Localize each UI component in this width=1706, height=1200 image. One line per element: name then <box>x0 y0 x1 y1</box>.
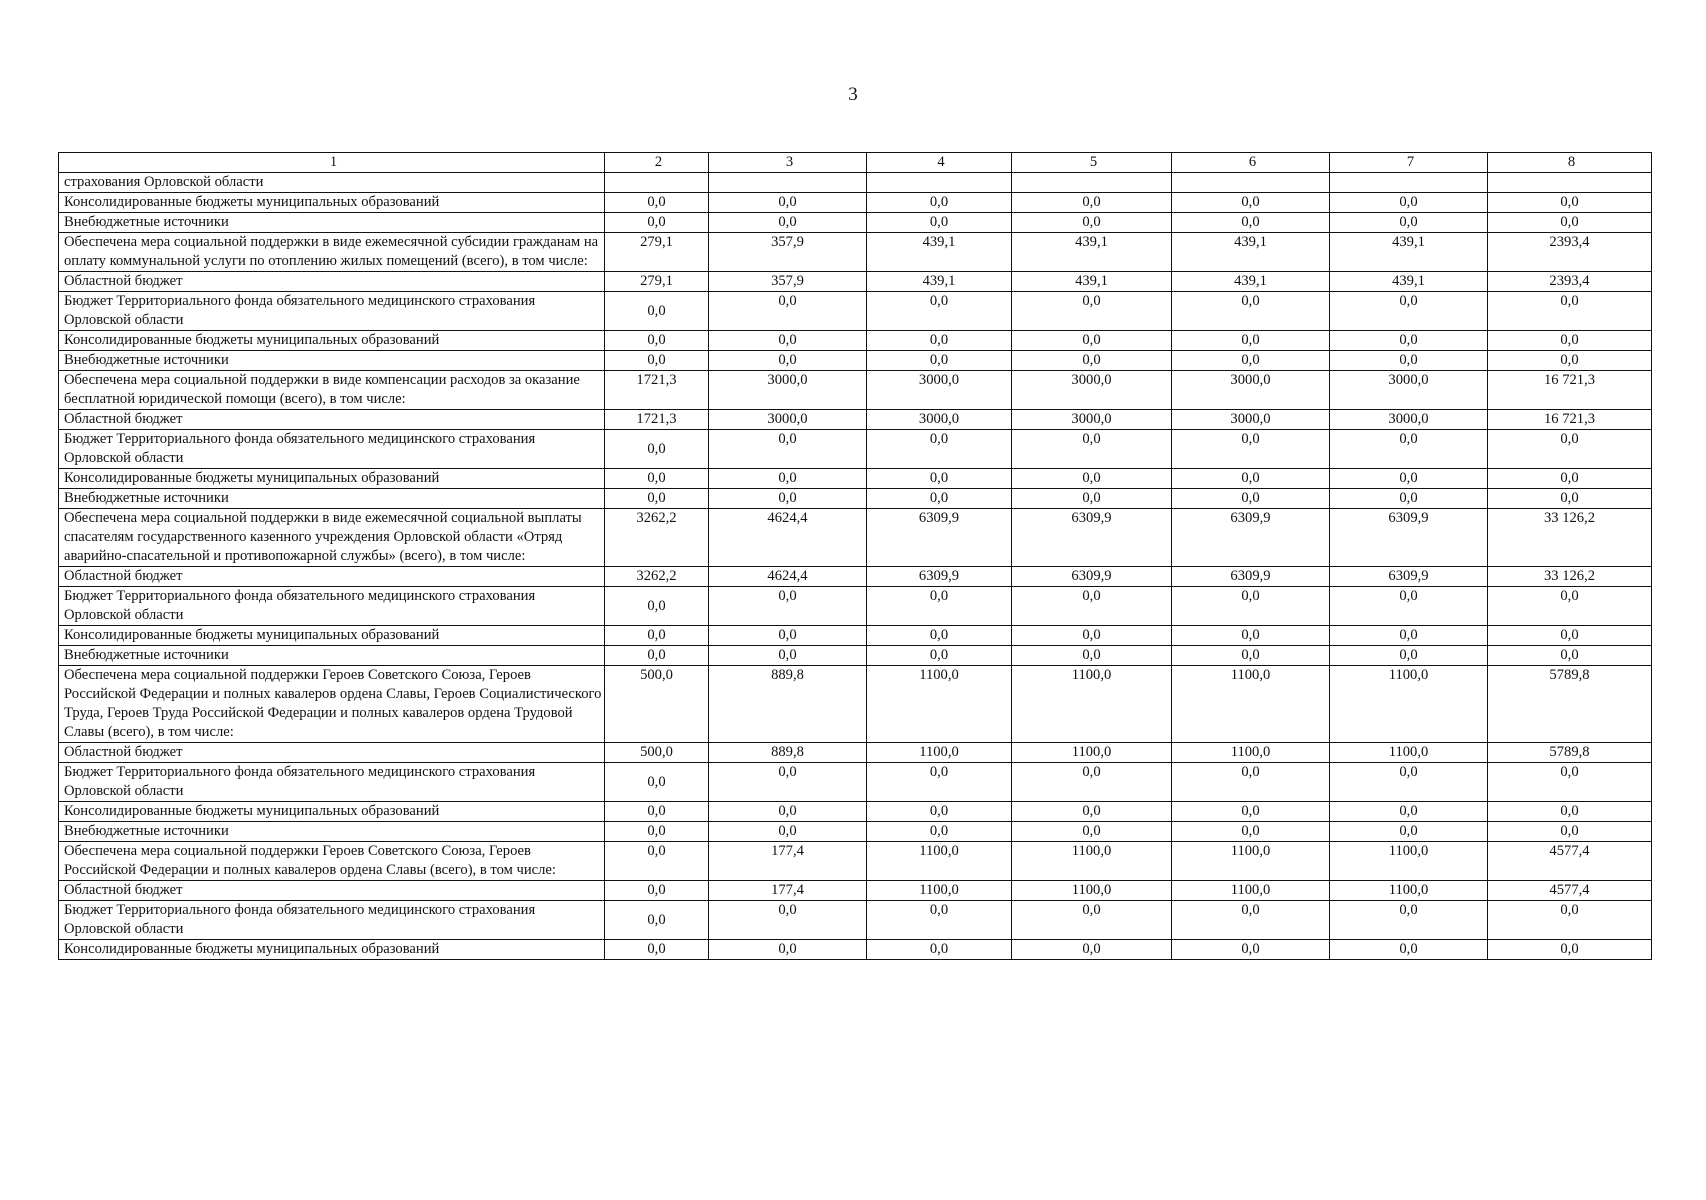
table-row <box>59 940 1652 960</box>
value-cell-col-2: 3262,2 <box>605 509 709 567</box>
value-cell-col-8: 16 721,3 <box>1488 371 1652 410</box>
value-cell-col-7: 0,0 <box>1330 940 1488 960</box>
value-cell-col-6: 3000,0 <box>1172 371 1330 410</box>
value-cell-col-8: 0,0 <box>1488 193 1652 213</box>
table-row <box>59 193 1652 213</box>
value-cell-col-3: 3000,0 <box>709 371 867 410</box>
value-cell-col-7: 0,0 <box>1330 193 1488 213</box>
row-label: Внебюджетные источники <box>59 351 605 371</box>
row-label: Консолидированные бюджеты муниципальных образований <box>59 626 605 646</box>
value-cell-col-8: 0,0 <box>1488 646 1652 666</box>
column-number-6: 6 <box>1172 153 1330 173</box>
value-cell-col-5: 0,0 <box>1012 940 1172 960</box>
value-cell-col-4: 439,1 <box>867 272 1012 292</box>
value-cell-col-4: 0,0 <box>867 469 1012 489</box>
value-cell-col-8: 0,0 <box>1488 626 1652 646</box>
row-label: Областной бюджет <box>59 743 605 763</box>
value-cell-col-8: 0,0 <box>1488 469 1652 489</box>
table-row <box>59 842 1652 881</box>
value-cell-col-2: 0,0 <box>605 940 709 960</box>
value-cell-col-8: 5789,8 <box>1488 666 1652 743</box>
value-cell-col-6: 6309,9 <box>1172 567 1330 587</box>
value-cell-col-2: 0,0 <box>605 587 709 626</box>
value-cell-col-6: 0,0 <box>1172 193 1330 213</box>
value-cell-col-4: 0,0 <box>867 292 1012 331</box>
value-cell-col-4: 0,0 <box>867 763 1012 802</box>
value-cell-col-7: 0,0 <box>1330 626 1488 646</box>
value-cell-col-3: 0,0 <box>709 802 867 822</box>
header-row <box>59 153 1652 173</box>
value-cell-col-6: 439,1 <box>1172 233 1330 272</box>
value-cell-col-4: 0,0 <box>867 430 1012 469</box>
value-cell-col-4: 6309,9 <box>867 509 1012 567</box>
row-label: страхования Орловской области <box>59 173 605 193</box>
table-row <box>59 233 1652 272</box>
table-body <box>59 173 1652 960</box>
value-cell-col-3: 0,0 <box>709 626 867 646</box>
table-row <box>59 901 1652 940</box>
value-cell-col-3: 177,4 <box>709 881 867 901</box>
value-cell-col-6: 0,0 <box>1172 802 1330 822</box>
value-cell-col-7: 0,0 <box>1330 430 1488 469</box>
value-cell-col-6: 0,0 <box>1172 646 1330 666</box>
value-cell-col-3: 357,9 <box>709 233 867 272</box>
value-cell-col-5: 0,0 <box>1012 213 1172 233</box>
value-cell-col-2: 0,0 <box>605 881 709 901</box>
value-cell-col-5: 439,1 <box>1012 272 1172 292</box>
value-cell-col-5: 0,0 <box>1012 587 1172 626</box>
value-cell-col-7: 0,0 <box>1330 489 1488 509</box>
value-cell-col-8: 33 126,2 <box>1488 567 1652 587</box>
value-cell-col-4: 0,0 <box>867 802 1012 822</box>
value-cell-col-8: 0,0 <box>1488 763 1652 802</box>
row-label: Консолидированные бюджеты муниципальных образований <box>59 469 605 489</box>
value-cell-col-6: 0,0 <box>1172 489 1330 509</box>
value-cell-col-2: 279,1 <box>605 233 709 272</box>
value-cell-col-7: 1100,0 <box>1330 743 1488 763</box>
value-cell-col-2: 0,0 <box>605 351 709 371</box>
table-row <box>59 509 1652 567</box>
value-cell-col-5: 1100,0 <box>1012 666 1172 743</box>
value-cell-col-3: 0,0 <box>709 940 867 960</box>
value-cell-col-6: 439,1 <box>1172 272 1330 292</box>
value-cell-col-3: 0,0 <box>709 763 867 802</box>
value-cell-col-5: 0,0 <box>1012 802 1172 822</box>
value-cell-col-4: 3000,0 <box>867 371 1012 410</box>
value-cell-col-8: 0,0 <box>1488 587 1652 626</box>
table-row <box>59 489 1652 509</box>
value-cell-col-7: 0,0 <box>1330 331 1488 351</box>
value-cell-col-4: 0,0 <box>867 940 1012 960</box>
table-row <box>59 213 1652 233</box>
value-cell-col-2: 279,1 <box>605 272 709 292</box>
value-cell-col-7: 1100,0 <box>1330 881 1488 901</box>
value-cell-col-5: 0,0 <box>1012 489 1172 509</box>
value-cell-col-6: 0,0 <box>1172 822 1330 842</box>
table-row <box>59 802 1652 822</box>
value-cell-col-3: 4624,4 <box>709 509 867 567</box>
value-cell-col-6: 1100,0 <box>1172 666 1330 743</box>
table-row <box>59 646 1652 666</box>
table-row <box>59 881 1652 901</box>
value-cell-col-8: 0,0 <box>1488 940 1652 960</box>
value-cell-col-5: 0,0 <box>1012 331 1172 351</box>
value-cell-col-6: 0,0 <box>1172 763 1330 802</box>
value-cell-col-3: 0,0 <box>709 193 867 213</box>
value-cell-col-4: 1100,0 <box>867 842 1012 881</box>
table-row <box>59 371 1652 410</box>
value-cell-col-2: 0,0 <box>605 213 709 233</box>
value-cell-col-7: 0,0 <box>1330 351 1488 371</box>
column-number-4: 4 <box>867 153 1012 173</box>
value-cell-col-8: 2393,4 <box>1488 272 1652 292</box>
value-cell-col-3 <box>709 173 867 193</box>
value-cell-col-8: 16 721,3 <box>1488 410 1652 430</box>
value-cell-col-2: 0,0 <box>605 842 709 881</box>
value-cell-col-3: 0,0 <box>709 587 867 626</box>
value-cell-col-3: 0,0 <box>709 646 867 666</box>
page-number: 3 <box>848 84 858 105</box>
value-cell-col-2: 0,0 <box>605 822 709 842</box>
value-cell-col-6 <box>1172 173 1330 193</box>
table-row <box>59 666 1652 743</box>
value-cell-col-5: 3000,0 <box>1012 371 1172 410</box>
value-cell-col-4: 1100,0 <box>867 666 1012 743</box>
value-cell-col-7: 3000,0 <box>1330 410 1488 430</box>
value-cell-col-2: 0,0 <box>605 646 709 666</box>
row-label: Бюджет Территориального фонда обязательного медицинского страхования Орловской области <box>59 430 605 469</box>
table-row <box>59 173 1652 193</box>
value-cell-col-3: 0,0 <box>709 430 867 469</box>
table-row <box>59 567 1652 587</box>
table-row <box>59 587 1652 626</box>
value-cell-col-8: 0,0 <box>1488 822 1652 842</box>
row-label: Консолидированные бюджеты муниципальных образований <box>59 802 605 822</box>
value-cell-col-2: 0,0 <box>605 901 709 940</box>
value-cell-col-5: 0,0 <box>1012 193 1172 213</box>
value-cell-col-4: 0,0 <box>867 822 1012 842</box>
value-cell-col-7: 1100,0 <box>1330 666 1488 743</box>
value-cell-col-4: 0,0 <box>867 489 1012 509</box>
value-cell-col-2: 0,0 <box>605 626 709 646</box>
value-cell-col-8: 0,0 <box>1488 331 1652 351</box>
value-cell-col-5: 1100,0 <box>1012 881 1172 901</box>
row-label: Консолидированные бюджеты муниципальных образований <box>59 940 605 960</box>
value-cell-col-3: 0,0 <box>709 351 867 371</box>
value-cell-col-6: 1100,0 <box>1172 842 1330 881</box>
value-cell-col-8: 4577,4 <box>1488 881 1652 901</box>
value-cell-col-3: 177,4 <box>709 842 867 881</box>
row-label: Бюджет Территориального фонда обязательного медицинского страхования Орловской области <box>59 901 605 940</box>
value-cell-col-6: 0,0 <box>1172 351 1330 371</box>
row-label: Бюджет Территориального фонда обязательного медицинского страхования Орловской области <box>59 587 605 626</box>
value-cell-col-6: 0,0 <box>1172 626 1330 646</box>
value-cell-col-7: 0,0 <box>1330 587 1488 626</box>
row-label: Бюджет Территориального фонда обязательного медицинского страхования Орловской области <box>59 292 605 331</box>
value-cell-col-7: 0,0 <box>1330 469 1488 489</box>
value-cell-col-8: 0,0 <box>1488 351 1652 371</box>
value-cell-col-6: 0,0 <box>1172 587 1330 626</box>
value-cell-col-2: 500,0 <box>605 666 709 743</box>
row-label: Обеспечена мера социальной поддержки в виде ежемесячной субсидии гражданам на оплату коммунальной услуги по отоплению жилых помещений (всего), в том числе: <box>59 233 605 272</box>
value-cell-col-2: 3262,2 <box>605 567 709 587</box>
value-cell-col-3: 3000,0 <box>709 410 867 430</box>
table-row <box>59 763 1652 802</box>
value-cell-col-7: 0,0 <box>1330 213 1488 233</box>
value-cell-col-7: 439,1 <box>1330 233 1488 272</box>
table-row <box>59 430 1652 469</box>
value-cell-col-7: 0,0 <box>1330 901 1488 940</box>
value-cell-col-8: 0,0 <box>1488 213 1652 233</box>
table-row <box>59 822 1652 842</box>
value-cell-col-4: 1100,0 <box>867 743 1012 763</box>
value-cell-col-4: 0,0 <box>867 626 1012 646</box>
value-cell-col-6: 6309,9 <box>1172 509 1330 567</box>
value-cell-col-2: 1721,3 <box>605 371 709 410</box>
table-header <box>59 153 1652 173</box>
value-cell-col-3: 0,0 <box>709 901 867 940</box>
value-cell-col-8: 33 126,2 <box>1488 509 1652 567</box>
value-cell-col-6: 1100,0 <box>1172 743 1330 763</box>
value-cell-col-3: 889,8 <box>709 743 867 763</box>
value-cell-col-2: 0,0 <box>605 292 709 331</box>
column-number-8: 8 <box>1488 153 1652 173</box>
value-cell-col-7: 0,0 <box>1330 802 1488 822</box>
row-label: Обеспечена мера социальной поддержки Героев Советского Союза, Героев Российской Федерации и полных кавалеров ордена Славы, Героев Социалистического Труда, Героев Труда Российской Федерации и полных кавалеров ордена Трудовой Славы (всего), в том числе: <box>59 666 605 743</box>
value-cell-col-4: 439,1 <box>867 233 1012 272</box>
value-cell-col-8: 5789,8 <box>1488 743 1652 763</box>
value-cell-col-2: 0,0 <box>605 469 709 489</box>
value-cell-col-2: 1721,3 <box>605 410 709 430</box>
value-cell-col-7: 0,0 <box>1330 292 1488 331</box>
value-cell-col-7: 0,0 <box>1330 763 1488 802</box>
value-cell-col-8: 0,0 <box>1488 430 1652 469</box>
value-cell-col-8: 0,0 <box>1488 901 1652 940</box>
value-cell-col-5: 0,0 <box>1012 901 1172 940</box>
value-cell-col-4: 1100,0 <box>867 881 1012 901</box>
value-cell-col-5: 439,1 <box>1012 233 1172 272</box>
value-cell-col-6: 0,0 <box>1172 292 1330 331</box>
value-cell-col-6: 0,0 <box>1172 469 1330 489</box>
row-label: Обеспечена мера социальной поддержки в виде компенсации расходов за оказание бесплатной юридической помощи (всего), в том числе: <box>59 371 605 410</box>
value-cell-col-7: 0,0 <box>1330 822 1488 842</box>
row-label: Внебюджетные источники <box>59 646 605 666</box>
value-cell-col-3: 889,8 <box>709 666 867 743</box>
value-cell-col-4: 3000,0 <box>867 410 1012 430</box>
row-label: Областной бюджет <box>59 410 605 430</box>
value-cell-col-2: 500,0 <box>605 743 709 763</box>
value-cell-col-2: 0,0 <box>605 430 709 469</box>
row-label: Внебюджетные источники <box>59 489 605 509</box>
table-row <box>59 626 1652 646</box>
row-label: Областной бюджет <box>59 881 605 901</box>
value-cell-col-4: 0,0 <box>867 213 1012 233</box>
column-number-7: 7 <box>1330 153 1488 173</box>
value-cell-col-5: 0,0 <box>1012 626 1172 646</box>
value-cell-col-2: 0,0 <box>605 193 709 213</box>
row-label: Областной бюджет <box>59 272 605 292</box>
budget-table <box>58 152 1652 960</box>
value-cell-col-8: 0,0 <box>1488 489 1652 509</box>
value-cell-col-5: 0,0 <box>1012 646 1172 666</box>
value-cell-col-2 <box>605 173 709 193</box>
row-label: Обеспечена мера социальной поддержки в виде ежемесячной социальной выплаты спасателям государственного казенного учреждения Орловской области «Отряд аварийно-спасательной и противопожарной службы» (всего), в том числе: <box>59 509 605 567</box>
row-label: Бюджет Территориального фонда обязательного медицинского страхования Орловской области <box>59 763 605 802</box>
value-cell-col-3: 357,9 <box>709 272 867 292</box>
value-cell-col-5: 6309,9 <box>1012 567 1172 587</box>
row-label: Консолидированные бюджеты муниципальных образований <box>59 331 605 351</box>
value-cell-col-6: 0,0 <box>1172 213 1330 233</box>
value-cell-col-5: 0,0 <box>1012 351 1172 371</box>
table-row <box>59 331 1652 351</box>
value-cell-col-7: 1100,0 <box>1330 842 1488 881</box>
value-cell-col-4 <box>867 173 1012 193</box>
value-cell-col-6: 0,0 <box>1172 901 1330 940</box>
value-cell-col-6: 1100,0 <box>1172 881 1330 901</box>
value-cell-col-5: 1100,0 <box>1012 743 1172 763</box>
table-row <box>59 743 1652 763</box>
value-cell-col-4: 0,0 <box>867 646 1012 666</box>
value-cell-col-3: 0,0 <box>709 213 867 233</box>
row-label: Консолидированные бюджеты муниципальных образований <box>59 193 605 213</box>
value-cell-col-2: 0,0 <box>605 802 709 822</box>
table-row <box>59 272 1652 292</box>
column-number-5: 5 <box>1012 153 1172 173</box>
column-number-3: 3 <box>709 153 867 173</box>
value-cell-col-6: 0,0 <box>1172 331 1330 351</box>
value-cell-col-7: 0,0 <box>1330 646 1488 666</box>
row-label: Внебюджетные источники <box>59 822 605 842</box>
value-cell-col-5: 0,0 <box>1012 763 1172 802</box>
value-cell-col-2: 0,0 <box>605 763 709 802</box>
column-number-1: 1 <box>59 153 605 173</box>
value-cell-col-5: 6309,9 <box>1012 509 1172 567</box>
value-cell-col-2: 0,0 <box>605 489 709 509</box>
value-cell-col-5: 1100,0 <box>1012 842 1172 881</box>
value-cell-col-4: 6309,9 <box>867 567 1012 587</box>
value-cell-col-7: 3000,0 <box>1330 371 1488 410</box>
value-cell-col-3: 0,0 <box>709 331 867 351</box>
value-cell-col-3: 0,0 <box>709 469 867 489</box>
column-number-2: 2 <box>605 153 709 173</box>
value-cell-col-4: 0,0 <box>867 351 1012 371</box>
value-cell-col-8 <box>1488 173 1652 193</box>
value-cell-col-8: 0,0 <box>1488 292 1652 331</box>
value-cell-col-5: 0,0 <box>1012 822 1172 842</box>
value-cell-col-8: 4577,4 <box>1488 842 1652 881</box>
table-row <box>59 410 1652 430</box>
value-cell-col-8: 2393,4 <box>1488 233 1652 272</box>
table-row <box>59 351 1652 371</box>
value-cell-col-7: 6309,9 <box>1330 509 1488 567</box>
value-cell-col-3: 0,0 <box>709 489 867 509</box>
value-cell-col-3: 0,0 <box>709 292 867 331</box>
value-cell-col-5: 0,0 <box>1012 292 1172 331</box>
row-label: Обеспечена мера социальной поддержки Героев Советского Союза, Героев Российской Федерации и полных кавалеров ордена Славы (всего), в том числе: <box>59 842 605 881</box>
value-cell-col-4: 0,0 <box>867 587 1012 626</box>
value-cell-col-7 <box>1330 173 1488 193</box>
value-cell-col-4: 0,0 <box>867 901 1012 940</box>
value-cell-col-4: 0,0 <box>867 193 1012 213</box>
value-cell-col-3: 4624,4 <box>709 567 867 587</box>
value-cell-col-7: 6309,9 <box>1330 567 1488 587</box>
row-label: Внебюджетные источники <box>59 213 605 233</box>
value-cell-col-6: 0,0 <box>1172 940 1330 960</box>
table-row <box>59 469 1652 489</box>
value-cell-col-5: 0,0 <box>1012 469 1172 489</box>
value-cell-col-7: 439,1 <box>1330 272 1488 292</box>
value-cell-col-3: 0,0 <box>709 822 867 842</box>
value-cell-col-5: 0,0 <box>1012 430 1172 469</box>
value-cell-col-5 <box>1012 173 1172 193</box>
value-cell-col-8: 0,0 <box>1488 802 1652 822</box>
value-cell-col-6: 3000,0 <box>1172 410 1330 430</box>
value-cell-col-5: 3000,0 <box>1012 410 1172 430</box>
table-row <box>59 292 1652 331</box>
value-cell-col-6: 0,0 <box>1172 430 1330 469</box>
value-cell-col-2: 0,0 <box>605 331 709 351</box>
row-label: Областной бюджет <box>59 567 605 587</box>
value-cell-col-4: 0,0 <box>867 331 1012 351</box>
